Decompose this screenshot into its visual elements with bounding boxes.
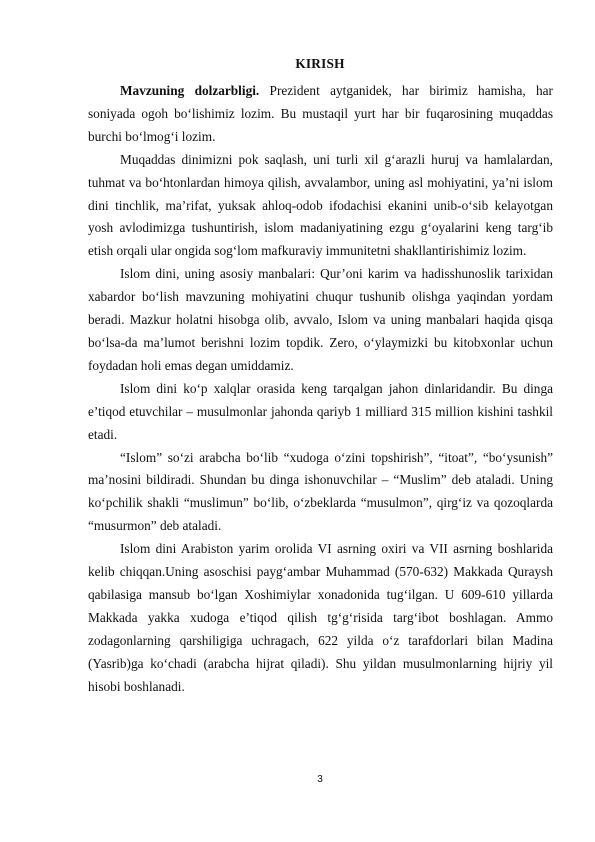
body-text — [88, 80, 553, 698]
paragraph-etymology: “Islom” so‘zi arabcha bo‘lib “xudoga o‘zini topshirish”, “itoat”, “bo‘ysunish” ma’nosini bildiradi. Shundan bu dinga ishonuvchilar – “Muslim” deb ataladi. Uning ko‘pchilik shakli “muslimun” bo‘lib, o‘zbeklarda “musulmon”, qirg‘iz va qozoqlarda “musurmon” deb ataladi. — [88, 449, 553, 534]
paragraph-origin: Islom dini Arabiston yarim orolida VI asrning oxiri va VII asrning boshlarida kelib chiqqan.Uning asoschisi payg‘ambar Muhammad (570-632) Makkada Quraysh qabilasiga mansub bo‘lgan Xoshimiylar xonadonida tug‘ilgan. U 609-610 yillarda Makkada yakka xudoga e’tiqod qilish tg‘g‘risida targ‘ibot boshlagan. Ammo zodagonlarning qarshiligiga uchragach, 622 yilda o‘z tarafdorlari bilan Madina (Yasrib)ga ko‘chadi (arabcha hijrat qiladi). Shu yildan musulmonlarning hijriy yil hisobi boshlanadi. — [88, 541, 553, 694]
paragraph-relevance — [88, 80, 553, 149]
paragraph-world-religion: Islom dini ko‘p xalqlar orasida keng tarqalgan jahon dinlaridandir. Bu dinga e’tiqod etuvchilar – musulmonlar jahonda qariyb 1 milliard 315 million kishini tashkil etadi. — [88, 380, 553, 442]
paragraph-religion-protection: Muqaddas dinimizni pok saqlash, uni turli xil g‘arazli huruj va hamlalardan, tuhmat va bo‘htonlardan himoya qilish, avvalambor, uning asl mohiyatini, ya’ni islom dini tinchlik, ma’rifat, yuksak ahloq-odob ifodachisi ekanini unib-o‘sib kelayotgan yosh avlodimizga tushuntirish, islom madaniyatining ezgu g‘oyalarini keng targ‘ib etish orqali ular ongida sog‘lom mafkuraviy immunitetni shakllantirishimiz lozim. — [88, 151, 553, 259]
page-number: 3 — [317, 774, 323, 785]
section-title: KIRISH — [295, 56, 345, 71]
paragraph-text: Prezident aytganidek, har birimiz hamisha, har soniyada ogoh bo‘lishimiz lozim. Bu mustaqil yurt har bir fuqarosining muqaddas burchi bo‘lmog‘i lozim. — [88, 83, 553, 144]
paragraph-sources: Islom dini, uning asosiy manbalari: Qur’oni karim va hadisshunoslik tarixidan xabardor bo‘lish mavzuning mohiyatini chuqur tushunib olishga yaqindan yordam beradi. Mazkur holatni hisobga olib, avvalo, Islom va uning manbalari haqida qisqa bo‘lsa-da ma’lumot berishni lozim topdik. Zero, o‘ylaymizki bu kitobxonlar uchun foydadan holi emas degan umiddamiz. — [88, 266, 553, 373]
paragraph-lead: Mavzuning dolzarbligi. — [120, 83, 260, 98]
